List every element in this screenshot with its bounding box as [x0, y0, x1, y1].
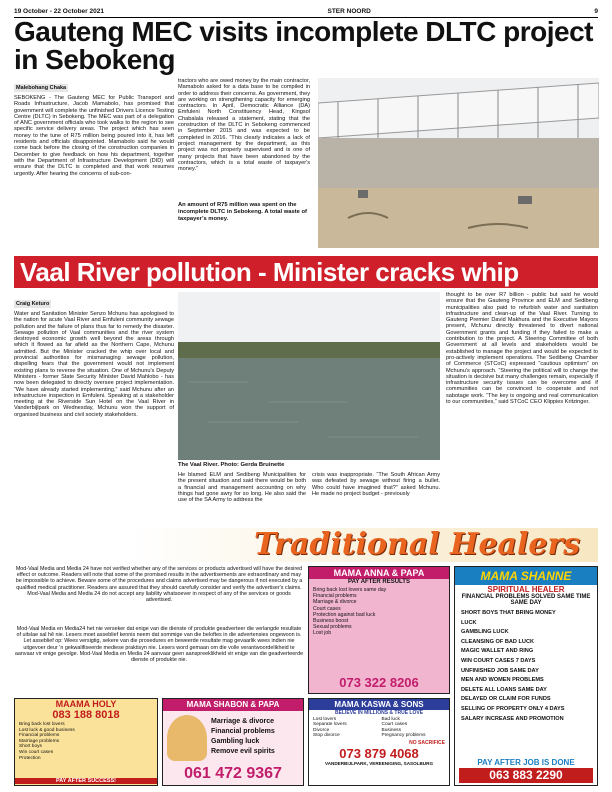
vaal-river-illustration [178, 292, 440, 460]
list-item: DELETE ALL LOANS SAME DAY [461, 686, 547, 693]
list-item: Business [381, 727, 401, 733]
article2-col1 [14, 292, 174, 541]
article1-caption: An amount of R75 million was spent on the incomplete DLTC in Sebokeng. A total waste of taxpayer’s money. [178, 202, 307, 222]
article1-body-col1: SEBOKENG - The Gauteng MEC for Public Transport and Roads Infrastructure, Jacob Mamabolo, has promised that government will complete the unfinished Drivers Licence Testing Centre (DLTC) in Sebokeng. The MEC was part of a delegation of ANC government officials who took walks to the region to see specific service delivery areas. The project which has seen money to the tune of R75 million being poured into it, has left residents and officials disappointed. Mamabolo said he would come back before the closing of the construction companies in December to give feedback on how his department, together with the Department of Infrastructure Development (DID) will ensure that the DLTC is completed and that work resumes urgently. After hearing the concerns of sub-con- [14, 95, 174, 177]
list-item: Separate lovers [313, 722, 347, 728]
article2-body-col4 [446, 292, 598, 522]
article2-headline: Vaal River pollution - Minister cracks whip [14, 256, 598, 288]
healers-title: Traditional Healers [254, 527, 581, 562]
disclaimer-afrikaans: Mod-Vaal Media en Media24 het nie verseker dat enige van die dienste of produkte geadverteer die verlangde resultate of uitslae sal hê nie. Lesers moet asseblief kennis neem dat sommige van die beloftes in die advertensies ongewoon is. Let asseblief op: Wees versigtig, sekere van die prosedures en beweerde resultate mag gevaarlik wees indien nie uitgevoer deur 'n gekwalifiseerde mediese praktisyn nie. Lesers word gemaan om die volle verantwoordelikheid te aanvaar vir enige gevolge. Mod-Vaal Media en Media 24 aanvaar geen aanspreeklikheid vir enige van die geadverteerde dienste of produkte nie. [14, 626, 304, 664]
list-item: Protection against bad luck [313, 611, 376, 618]
ad-mama-shanne-list [455, 606, 597, 727]
article1-byline: Malebohang Chaka [16, 85, 67, 91]
ad-mama-shabon [162, 698, 304, 786]
ad-mama-anna-name: MAMA ANNA & PAPA [309, 567, 449, 579]
list-item: SELLING OF PROPERTY ONLY 4 DAYS [461, 705, 565, 712]
list-item: Court cases [381, 722, 408, 728]
healer-portrait-avatar [167, 715, 207, 761]
ad-mama-shabon-name: MAMA SHABON & PAPA [163, 699, 303, 711]
list-item: Business boost [313, 618, 349, 625]
list-item: Pregnancy problems [381, 733, 426, 739]
ad-mama-shanne-tag: SPIRITUAL HEALER [487, 585, 565, 594]
vaal-river-photo [178, 292, 440, 460]
list-item: Bad luck [381, 717, 400, 722]
ad-maama-holy-name: MAAMA HOLY [55, 699, 117, 709]
ad-maama-holy-list [15, 721, 157, 762]
ad-mama-kaswa-footer: NO SACRIFICE [409, 739, 445, 746]
list-item: MEN AND WOMEN PROBLEMS [461, 677, 544, 684]
list-item: Financial problems [313, 593, 357, 600]
list-item: LUCK [461, 619, 477, 626]
list-item: Gambling luck [211, 738, 260, 745]
ad-mama-kaswa-list [309, 716, 449, 740]
list-item: Bring back lost lovers [19, 722, 65, 727]
article2-body-col3-text: crisis was inappropriate. “The South African Army was defeated by sewage without firing a bullet. Who could have imagined that?” asked Mchunu. He made no project budget - previously [312, 472, 440, 497]
ad-maama-holy-phone: 083 188 8018 [52, 709, 120, 721]
ad-mama-anna [308, 566, 450, 694]
list-item: GAMBLING LUCK [461, 629, 509, 636]
ad-mama-kaswa-phone: 073 879 4068 [339, 745, 419, 761]
list-item: Lost lovers [313, 717, 337, 722]
list-item: Win court cases [19, 749, 54, 755]
list-item: Short boys [19, 744, 42, 750]
article2-body-col4-text: thought to be over R7 billion - public but said he would ensure that the Gauteng Province and ELM and Sedibeng municipalities also paid to refurbish water and sanitation infrastructure and clean-up of the Vaal River. Turning to Gauteng Premier David Makhura and the Executive Mayors present, Mchunu directly threatened to divert national Government grants and funding if they failed to make a contribution to the project. A Steering Committee of both Government at all levels and stakeholders would be established to manage the project and would be expected to pro-actively implement operations. The Sedibeng Chamber of Commerce (STCoC) expressed “cautious optimism” on Mchunu's approach. “Steering the political will to change the situation is decisive but many challenges remain, especially if infrastructure security issues can be overcome and if communities can be convinced to cooperate and not sabotage work. “The key is ongoing and real communication to our communities,” said STCoC CEO Klippies Kritzinger. [446, 292, 598, 406]
ad-mama-anna-phone: 073 322 8206 [339, 675, 419, 690]
article2-body-col3 [312, 472, 440, 524]
ad-mama-shanne-sub: FINANCIAL PROBLEMS SOLVED SAME TIME SAME DAY [461, 594, 591, 606]
ad-maama-holy [14, 698, 158, 786]
ad-mama-shabon-list [211, 717, 275, 757]
ad-mama-shanne-footer: PAY AFTER JOB IS DONE [477, 758, 575, 767]
list-item: SALARY INCREASE AND PROMOTION [461, 715, 564, 722]
ad-maama-holy-footer: PAY AFTER SUCCESS! [15, 778, 157, 784]
ad-mama-shanne [454, 566, 598, 786]
list-item: MAGIC WALLET AND RING [461, 648, 534, 655]
list-item: UNFINISHED JOB SAME DAY [461, 667, 539, 674]
article2-body-col1: Water and Sanitation Minister Senzo Mchunu has apologised to the nation for acute Vaal River and Emfuleni community sewage pollution and the failure of plans thus far to remedy the disaster. Sewage pollution of Vaal communities and the river system destroyed economic growth well beyond the areas through which it flowed as far afield as the Northern Cape, Mchunu admitted. But the Minister cracked the whip over local and provincial authorities for mismanaging sewage pollution, dispelling fears that the government would not implement existing plans to reverse the situation. One of Mchunu's Deputy Ministers - former State Security Minister David Mahlobo - has now been delegated to directly oversee project implementation. “We have already started implementing,” said Mchunu after an infrastructure inspection in Emfuleni. Speaking at a stakeholder meeting at the Riverside Sun Hotel on the Vaal River in Vanderbijlpark on Wednesday, Mchunu won the support of organised business and civil society stakeholders. [14, 311, 174, 418]
article2-caption: The Vaal River. Photo: Gerda Bruinette [178, 462, 285, 468]
list-item: Protection [19, 755, 41, 761]
article1-col1 [14, 76, 174, 265]
ad-mama-shanne-name: MAMA SHANNE [455, 567, 597, 585]
ad-mama-kaswa-address: VANDERBIJLPARK, VEREENIGING, SASOLBURG [324, 760, 434, 766]
list-item: Bring back lost lovers same day [313, 587, 387, 593]
article1-body-col2 [178, 78, 310, 252]
article1-body-col2-text: tractors who are owed money by the main contractor, Mamabolo asked for a data base to be compiled in order to address their concerns. As government, they are working on strengthening capacity for emerging contractors. In April, Democratic Alliance (DA) Emfuleni North Constituency Head, Kingsol Chabalala released a statement, stating that the construction of the DLTC in Sebokeng commenced in September 2015 and was expected to be completed in 2016. “This clearly indicates a lack of project management by the department, as this project was not properly supervised and is one of many projects that have been abandoned by the contractors, which is a total waste of taxpayer's money.” [178, 78, 310, 173]
dltc-building-photo [318, 78, 599, 248]
list-item: Divorce [313, 727, 330, 733]
list-item: DELAYED OR CLAIM FOR FUNDS [461, 696, 551, 703]
list-item: WIN COURT CASES 7 DAYS [461, 657, 536, 664]
disclaimer-english: Mod-Vaal Media and Media 24 have not verified whether any of the services or products advertised will have the desired effect or outcome. Readers will note that some of the promised results in the advertisements are extraordinary and may be impossible to achieve. Beware some of the procedures and claims advertised may be dangerous if not executed by a qualified medical practitioner. Readers are assured that they should carefully consider and verify the advertiser's claims. Mod-Vaal Media and Media 24 do not accept any liability whatsoever in respect of any of the services or goods advertised. [15, 566, 303, 604]
ad-mama-anna-tag: PAY AFTER RESULTS [348, 579, 410, 585]
ad-mama-anna-list [309, 585, 449, 639]
list-item: Financial problems [211, 728, 275, 735]
publication-name: STER NOORD [327, 8, 371, 15]
ad-mama-kaswa [308, 698, 450, 786]
list-item: Marriage problems [19, 738, 59, 744]
healers-banner [14, 528, 598, 562]
issue-dates: 19 October - 22 October 2021 [14, 8, 104, 15]
list-item: SHORT BOYS THAT BRING MONEY [461, 610, 556, 616]
list-item: Marriage & divorce [313, 599, 357, 606]
article2-body-col2 [178, 472, 306, 524]
article2-byline: Craig Keturo [16, 301, 50, 307]
page-number: 9 [594, 8, 598, 15]
article2-body-col2-text: He blamed ELM and Sedibeng Municipalities for the present situation and said there would be both a financial and management accounting on why things had gone awry for so long. He also said the use of the SA Army to address the [178, 472, 306, 504]
list-item: CLEANSING OF BAD LUCK [461, 638, 535, 645]
list-item: Sexual problems [313, 624, 352, 631]
list-item: Lost job [313, 630, 332, 637]
ad-mama-kaswa-tag: BELIEVE IN MILLIONS & TRUE LOVE [334, 710, 424, 716]
ad-mama-shabon-phone: 061 472 9367 [184, 765, 282, 782]
list-item: Marriage & divorce [211, 718, 275, 725]
list-item: Court cases [313, 605, 341, 612]
dltc-building-illustration [318, 78, 599, 248]
article1-headline: Gauteng MEC visits incomplete DLTC project in Sebokeng [14, 16, 594, 75]
list-item: Financial problems [19, 733, 60, 739]
list-item: Lost luck & good business [19, 727, 75, 733]
list-item: Stop divorce [313, 733, 340, 739]
ad-mama-kaswa-name: MAMA KASWA & SONS [309, 699, 449, 710]
ad-mama-shanne-phone: 063 883 2290 [459, 768, 593, 783]
list-item: Remove evil spirits [211, 748, 275, 755]
